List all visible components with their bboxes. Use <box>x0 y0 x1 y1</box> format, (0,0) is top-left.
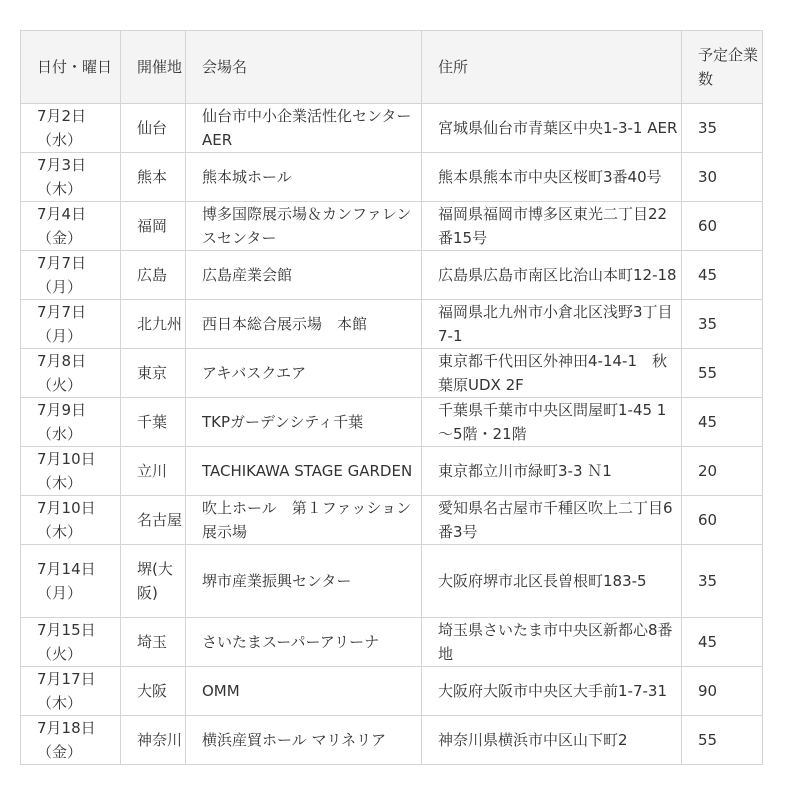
cell-address: 広島県広島市南区比治山本町12-18 <box>422 251 682 300</box>
date-text: 7月4日 <box>37 205 87 223</box>
cell-companies: 30 <box>682 153 763 202</box>
cell-address: 大阪府大阪市中央区大手前1-7-31 <box>422 667 682 716</box>
header-date: 日付・曜日 <box>21 31 121 104</box>
cell-companies: 45 <box>682 251 763 300</box>
cell-address: 熊本県熊本市中央区桜町3番40号 <box>422 153 682 202</box>
cell-date <box>21 447 121 496</box>
cell-place: 立川 <box>121 447 186 496</box>
cell-companies: 60 <box>682 202 763 251</box>
cell-venue: TACHIKAWA STAGE GARDEN <box>186 447 422 496</box>
table-row <box>21 202 763 251</box>
cell-address: 千葉県千葉市中央区問屋町1-45 1～5階・21階 <box>422 398 682 447</box>
weekday-text: （月） <box>37 278 83 296</box>
cell-companies: 55 <box>682 716 763 765</box>
cell-date <box>21 300 121 349</box>
cell-address: 福岡県北九州市小倉北区浅野3丁目7-1 <box>422 300 682 349</box>
cell-venue: アキバスクエア <box>186 349 422 398</box>
date-text: 7月3日 <box>37 156 87 174</box>
cell-place: 埼玉 <box>121 618 186 667</box>
header-companies: 予定企業数 <box>682 31 763 104</box>
cell-companies: 60 <box>682 496 763 545</box>
cell-venue: TKPガーデンシティ千葉 <box>186 398 422 447</box>
table-row <box>21 667 763 716</box>
cell-date <box>21 349 121 398</box>
cell-place: 熊本 <box>121 153 186 202</box>
cell-place: 福岡 <box>121 202 186 251</box>
cell-companies: 90 <box>682 667 763 716</box>
cell-address: 東京都立川市緑町3-3 Ｎ1 <box>422 447 682 496</box>
cell-place: 神奈川 <box>121 716 186 765</box>
cell-place: 名古屋 <box>121 496 186 545</box>
table-row <box>21 496 763 545</box>
cell-date <box>21 496 121 545</box>
cell-companies: 35 <box>682 545 763 618</box>
weekday-text: （木） <box>37 694 83 712</box>
weekday-text: （火） <box>37 645 83 663</box>
table-row <box>21 153 763 202</box>
date-text: 7月7日 <box>37 254 87 272</box>
cell-venue: OMM <box>186 667 422 716</box>
cell-venue: 堺市産業振興センター <box>186 545 422 618</box>
cell-venue: 西日本総合展示場 本館 <box>186 300 422 349</box>
cell-address: 大阪府堺市北区長曽根町183-5 <box>422 545 682 618</box>
cell-companies: 55 <box>682 349 763 398</box>
date-text: 7月17日 <box>37 670 96 688</box>
cell-place: 千葉 <box>121 398 186 447</box>
cell-place: 大阪 <box>121 667 186 716</box>
cell-date <box>21 618 121 667</box>
cell-companies: 35 <box>682 300 763 349</box>
cell-venue: 吹上ホール 第１ファッション展示場 <box>186 496 422 545</box>
cell-address: 宮城県仙台市青葉区中央1-3-1 AER <box>422 104 682 153</box>
cell-companies: 35 <box>682 104 763 153</box>
cell-address: 東京都千代田区外神田4-14-1 秋葉原UDX 2F <box>422 349 682 398</box>
table-row <box>21 398 763 447</box>
weekday-text: （金） <box>37 743 83 761</box>
cell-place: 仙台 <box>121 104 186 153</box>
date-text: 7月8日 <box>37 352 87 370</box>
table-row <box>21 349 763 398</box>
weekday-text: （月） <box>37 327 83 345</box>
table-row <box>21 618 763 667</box>
date-text: 7月10日 <box>37 450 96 468</box>
cell-place: 堺(大阪) <box>121 545 186 618</box>
date-text: 7月7日 <box>37 303 87 321</box>
weekday-text: （木） <box>37 474 83 492</box>
date-text: 7月9日 <box>37 401 87 419</box>
cell-venue: 横浜産貿ホール マリネリア <box>186 716 422 765</box>
cell-place: 北九州 <box>121 300 186 349</box>
date-text: 7月15日 <box>37 621 96 639</box>
date-text: 7月10日 <box>37 499 96 517</box>
cell-venue: 熊本城ホール <box>186 153 422 202</box>
cell-address: 神奈川県横浜市中区山下町2 <box>422 716 682 765</box>
cell-companies: 45 <box>682 398 763 447</box>
cell-address: 福岡県福岡市博多区東光二丁目22番15号 <box>422 202 682 251</box>
weekday-text: （水） <box>37 131 83 149</box>
cell-place: 東京 <box>121 349 186 398</box>
cell-place: 広島 <box>121 251 186 300</box>
date-text: 7月18日 <box>37 719 96 737</box>
header-place: 開催地 <box>121 31 186 104</box>
cell-venue: さいたまスーパーアリーナ <box>186 618 422 667</box>
cell-date <box>21 202 121 251</box>
weekday-text: （金） <box>37 229 83 247</box>
header-venue: 会場名 <box>186 31 422 104</box>
cell-venue: 仙台市中小企業活性化センター AER <box>186 104 422 153</box>
cell-venue: 博多国際展示場＆カンファレンスセンター <box>186 202 422 251</box>
cell-date <box>21 153 121 202</box>
cell-date <box>21 398 121 447</box>
header-address: 住所 <box>422 31 682 104</box>
date-text: 7月14日 <box>37 560 96 578</box>
table-header-row <box>21 31 763 104</box>
table-row <box>21 251 763 300</box>
table-body <box>21 104 763 765</box>
table-row <box>21 300 763 349</box>
weekday-text: （木） <box>37 180 83 198</box>
date-text: 7月2日 <box>37 107 87 125</box>
cell-date <box>21 251 121 300</box>
table-row <box>21 716 763 765</box>
table-row <box>21 545 763 618</box>
weekday-text: （火） <box>37 376 83 394</box>
cell-address: 愛知県名古屋市千種区吹上二丁目6番3号 <box>422 496 682 545</box>
cell-date <box>21 104 121 153</box>
weekday-text: （月） <box>37 584 83 602</box>
cell-date <box>21 716 121 765</box>
weekday-text: （水） <box>37 425 83 443</box>
schedule-table <box>20 30 763 765</box>
table-row <box>21 104 763 153</box>
cell-date <box>21 667 121 716</box>
cell-companies: 20 <box>682 447 763 496</box>
table-row <box>21 447 763 496</box>
cell-address: 埼玉県さいたま市中央区新都心8番地 <box>422 618 682 667</box>
cell-date <box>21 545 121 618</box>
weekday-text: （木） <box>37 523 83 541</box>
cell-companies: 45 <box>682 618 763 667</box>
cell-venue: 広島産業会館 <box>186 251 422 300</box>
